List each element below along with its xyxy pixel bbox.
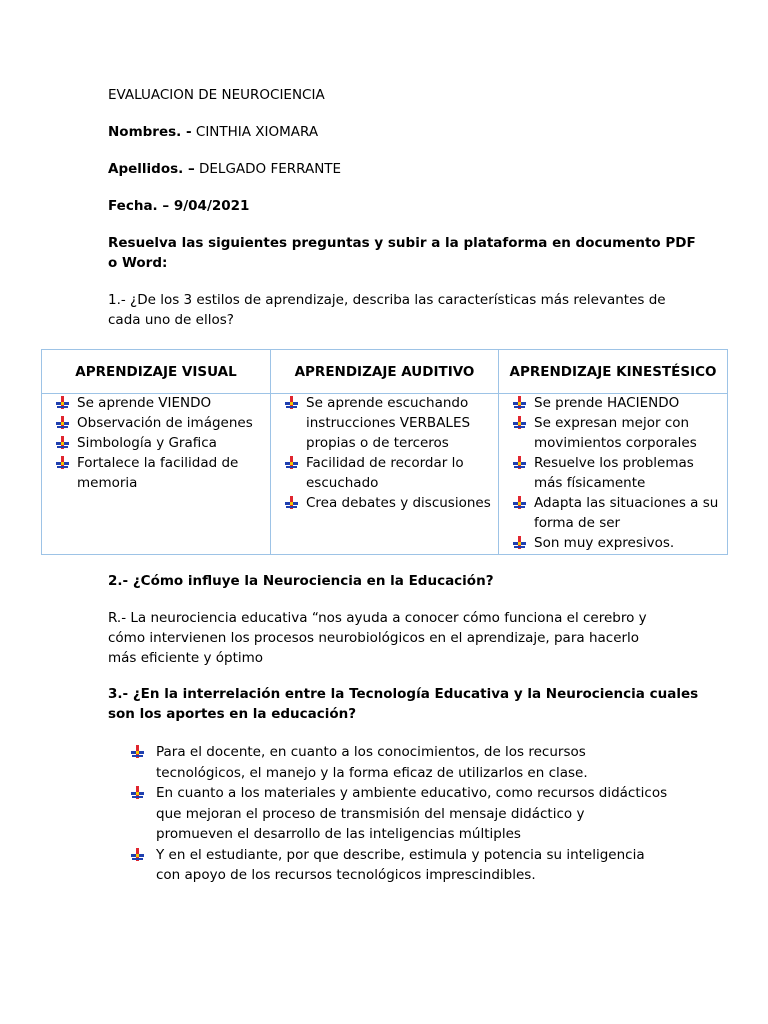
bullet-icon: [285, 456, 298, 469]
list-item-line: Se aprende escuchando: [306, 395, 469, 411]
bullet-icon: [513, 396, 526, 409]
bullet-icon: [285, 496, 298, 509]
list-item: [499, 413, 727, 453]
list-item-line: Para el docente, en cuanto a los conocimientos, de los recursos: [156, 744, 586, 760]
bullet-icon: [131, 745, 144, 758]
list-item: [271, 393, 498, 453]
bullet-icon: [56, 436, 69, 449]
list-item-line: Adapta las situaciones a su: [534, 495, 719, 511]
list-item-line: tecnológicos, el manejo y la forma eficaz de utilizarlos en clase.: [156, 764, 588, 781]
list-item-line: promueven el desarrollo de las inteligencias múltiples: [156, 826, 521, 842]
question-3-line-2: son los aportes en la educación?: [108, 706, 357, 722]
answer-2-line-3: más eficiente y óptimo: [108, 650, 264, 666]
list-item-line: que mejoran el proceso de transmisión del mensaje didáctico y: [156, 805, 585, 822]
answers-3-list: [129, 742, 729, 886]
list-item: [499, 453, 727, 493]
answer-2-line-1: R.- La neurociencia educativa “nos ayuda a conocer cómo funciona el cerebro y: [108, 610, 647, 626]
table-header-kinestesico: APRENDIZAJE KINESTÉSICO: [509, 364, 717, 380]
table-col-visual: [42, 350, 270, 554]
list-item-line: escuchado: [306, 475, 379, 491]
list-item-line: Observación de imágenes: [77, 415, 253, 431]
answers-3-block: [129, 742, 729, 886]
bullet-icon: [56, 396, 69, 409]
list-item-line: Se expresan mejor con: [534, 415, 690, 431]
bullet-icon: [513, 496, 526, 509]
bullet-icon: [513, 456, 526, 469]
bullet-icon: [131, 848, 144, 861]
list-item: [499, 533, 727, 553]
question-2: 2.- ¿Cómo influye la Neurociencia en la Educación?: [108, 573, 494, 589]
bullet-icon: [56, 456, 69, 469]
learning-styles-table: [41, 349, 728, 555]
instructions-line-2: o Word:: [108, 255, 168, 271]
answer-2-line-2: cómo intervienen los procesos neurobiológicos en el aprendizaje, para hacerlo: [108, 630, 640, 646]
apellidos-value: DELGADO FERRANTE: [199, 161, 342, 177]
instructions-line-1: Resuelva las siguientes preguntas y subir a la plataforma en documento PDF: [108, 235, 696, 251]
table-col-auditivo: [271, 350, 498, 554]
question-1-line-1: 1.- ¿De los 3 estilos de aprendizaje, describa las características más relevantes de: [108, 292, 666, 308]
fecha-line: Fecha. – 9/04/2021: [108, 198, 250, 214]
list-item-line: Son muy expresivos.: [534, 535, 675, 551]
list-item-line: con apoyo de los recursos tecnológicos imprescindibles.: [156, 867, 536, 883]
list-item-line: memoria: [77, 475, 138, 491]
bullet-icon: [285, 396, 298, 409]
list-item: [129, 742, 729, 783]
list-item-line: Fortalece la facilidad de: [77, 455, 239, 471]
nombres-line: [108, 124, 318, 140]
list-item: [271, 453, 498, 493]
list-item-line: Se prende HACIENDO: [534, 395, 680, 411]
visual-list: [42, 393, 270, 493]
list-item: [499, 493, 727, 533]
list-item-line: instrucciones VERBALES: [306, 415, 471, 431]
list-item-line: Se aprende VIENDO: [77, 395, 212, 411]
bullet-icon: [513, 536, 526, 549]
bullet-icon: [56, 416, 69, 429]
list-item-line: Y en el estudiante, por que describe, estimula y potencia su inteligencia: [156, 846, 645, 863]
table-col-kinestesico: [499, 350, 727, 554]
list-item-line: más físicamente: [534, 475, 646, 491]
question-3-line-1: 3.- ¿En la interrelación entre la Tecnología Educativa y la Neurociencia cuales: [108, 686, 699, 702]
nombres-value: CINTHIA XIOMARA: [195, 124, 319, 140]
list-item: [42, 433, 270, 453]
bullet-icon: [131, 786, 144, 799]
auditivo-list: [271, 393, 498, 513]
list-item-line: forma de ser: [534, 515, 621, 531]
apellidos-line: [108, 161, 341, 177]
list-item-line: Simbología y Grafica: [77, 435, 217, 451]
list-item: [129, 845, 729, 886]
list-item-line: propias o de terceros: [306, 435, 449, 451]
list-item: [129, 783, 729, 845]
list-item: [42, 413, 270, 433]
table-header-auditivo: APRENDIZAJE AUDITIVO: [294, 364, 475, 380]
question-1-line-2: cada uno de ellos?: [108, 312, 234, 328]
list-item: [42, 453, 270, 493]
table-header-visual: APRENDIZAJE VISUAL: [75, 364, 237, 380]
doc-title: EVALUACION DE NEUROCIENCIA: [108, 87, 325, 103]
list-item: [499, 393, 727, 413]
apellidos-label: Apellidos. –: [108, 161, 195, 177]
bullet-icon: [513, 416, 526, 429]
nombres-label: Nombres. -: [108, 124, 192, 140]
list-item-line: movimientos corporales: [534, 435, 697, 451]
list-item-line: Facilidad de recordar lo: [306, 455, 464, 471]
kinestesico-list: [499, 393, 727, 553]
list-item: [42, 393, 270, 413]
list-item: [271, 493, 498, 513]
list-item-line: En cuanto a los materiales y ambiente educativo, como recursos didácticos: [156, 785, 668, 801]
list-item-line: Crea debates y discusiones: [306, 495, 491, 511]
list-item-line: Resuelve los problemas: [534, 455, 694, 471]
